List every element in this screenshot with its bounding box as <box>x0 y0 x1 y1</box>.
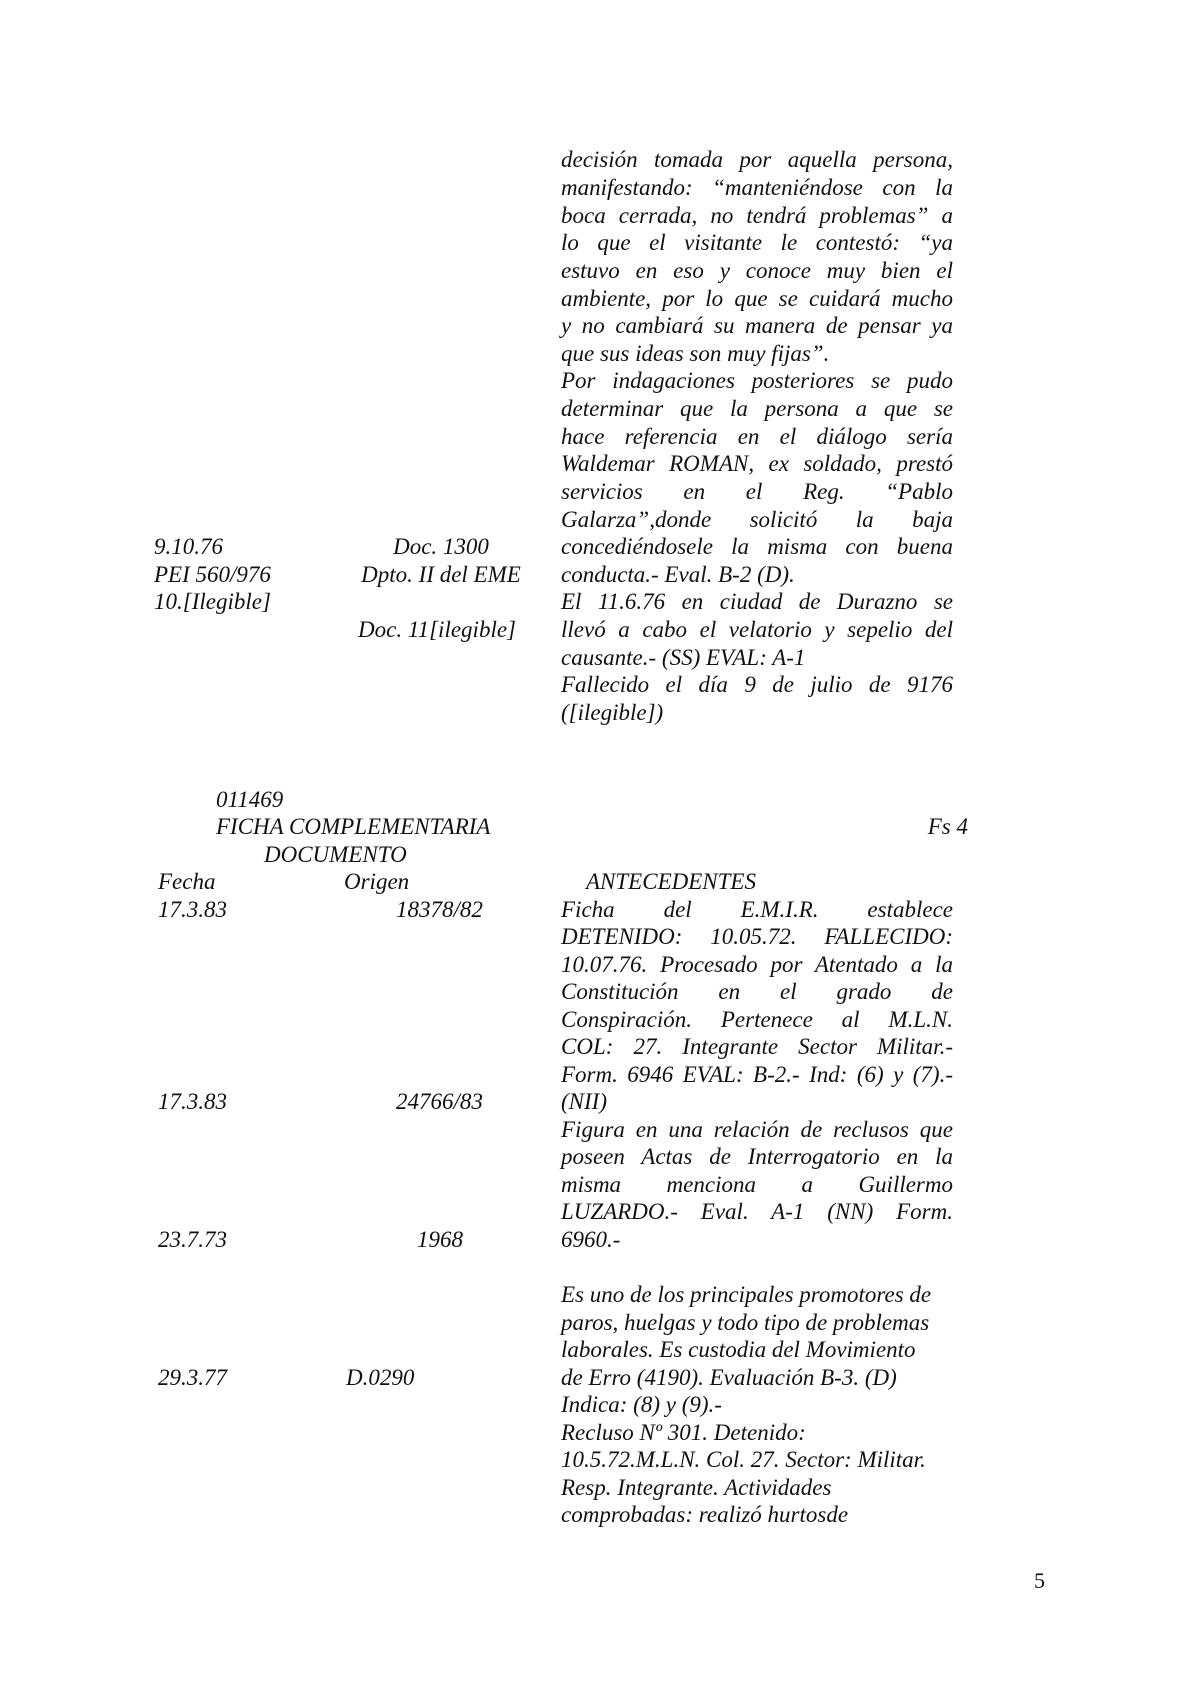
text-line: (NII) <box>561 1089 607 1114</box>
date-cell: 29.3.77 <box>158 1365 227 1390</box>
text-line: 10.5.72.M.L.N. Col. 27. Sector: Militar. <box>561 1447 926 1472</box>
page-number: 5 <box>1034 1568 1045 1593</box>
text-line: Constitución en el grado de <box>561 979 953 1004</box>
folio-number: Fs 4 <box>927 814 968 839</box>
text-line: conducta.- Eval. B-2 (D). <box>561 562 795 587</box>
text-line: LUZARDO.- Eval. A-1 (NN) Form. <box>561 1199 953 1224</box>
text-line: El 11.6.76 en ciudad de Durazno se <box>561 589 953 614</box>
text-line: Galarza”,donde solicitó la baja <box>561 507 953 532</box>
text-line: que sus ideas son muy fijas”. <box>561 341 830 366</box>
date-cell: 10.[Ilegible] <box>154 589 271 614</box>
text-line: servicios en el Reg. “Pablo <box>561 479 953 504</box>
text-line: lo que el visitante le contestó: “ya <box>561 230 953 255</box>
origin-cell: Dpto. II del EME <box>361 562 521 587</box>
column-header-fecha: Fecha <box>158 869 216 894</box>
date-cell: 17.3.83 <box>158 897 227 922</box>
text-line: 6960.- <box>561 1227 621 1252</box>
origin-cell: D.0290 <box>346 1365 415 1390</box>
text-line: causante.- (SS) EVAL: A-1 <box>561 645 806 670</box>
reference-cell: PEI 560/976 <box>154 562 271 587</box>
text-line: Fallecido el día 9 de julio de 9176 <box>561 672 953 697</box>
text-line: laborales. Es custodia del Movimiento <box>561 1337 916 1362</box>
text-line: estuvo en eso y conoce muy bien el <box>561 258 953 283</box>
text-line: determinar que la persona a que se <box>561 396 953 421</box>
record-title: FICHA COMPLEMENTARIA <box>216 814 491 839</box>
text-line: Es uno de los principales promotores de <box>561 1282 932 1307</box>
text-line: boca cerrada, no tendrá problemas” a <box>561 203 953 228</box>
text-line: concediéndosele la misma con buena <box>561 534 953 559</box>
origin-cell: 24766/83 <box>396 1089 483 1114</box>
text-line: decisión tomada por aquella persona, <box>561 147 953 172</box>
text-line: manifestando: “manteniéndose con la <box>561 175 953 200</box>
text-line: misma menciona a Guillermo <box>561 1172 953 1197</box>
record-subtitle: DOCUMENTO <box>264 842 407 867</box>
text-line: Recluso Nº 301. Detenido: <box>561 1420 806 1445</box>
text-line: ambiente, por lo que se cuidará mucho <box>561 286 953 311</box>
text-line: Waldemar ROMAN, ex soldado, prestó <box>561 451 953 476</box>
text-line: poseen Actas de Interrogatorio en la <box>561 1144 953 1169</box>
text-line: 10.07.76. Procesado por Atentado a la <box>561 952 953 977</box>
text-line: Por indagaciones posteriores se pudo <box>561 368 953 393</box>
date-cell: 23.7.73 <box>158 1227 227 1252</box>
text-line: Resp. Integrante. Actividades <box>561 1475 832 1500</box>
text-line: Form. 6946 EVAL: B-2.- Ind: (6) y (7).- <box>561 1062 953 1087</box>
date-cell: 17.3.83 <box>158 1089 227 1114</box>
text-line: hace referencia en el diálogo sería <box>561 424 953 449</box>
text-line: Figura en una relación de reclusos que <box>561 1117 953 1142</box>
origin-cell: Doc. 1300 <box>393 534 489 559</box>
text-line: paros, huelgas y todo tipo de problemas <box>561 1310 930 1335</box>
text-line: de Erro (4190). Evaluación B-3. (D) <box>561 1365 897 1390</box>
column-header-antecedentes: ANTECEDENTES <box>586 869 756 894</box>
text-line: COL: 27. Integrante Sector Militar.- <box>561 1034 953 1059</box>
text-line: ([ilegible]) <box>561 700 664 725</box>
text-line: Conspiración. Pertenece al M.L.N. <box>561 1007 953 1032</box>
column-header-origen: Origen <box>344 869 410 894</box>
date-cell: 9.10.76 <box>154 534 223 559</box>
text-line: Ficha del E.M.I.R. establece <box>561 897 953 922</box>
text-line: DETENIDO: 10.05.72. FALLECIDO: <box>561 924 953 949</box>
origin-cell: 1968 <box>417 1227 463 1252</box>
text-line: y no cambiará su manera de pensar ya <box>561 313 953 338</box>
text-line: comprobadas: realizó hurtosde <box>561 1502 849 1527</box>
record-code: 011469 <box>216 787 284 812</box>
text-line: llevó a cabo el velatorio y sepelio del <box>561 617 953 642</box>
origin-cell: Doc. 11[ilegible] <box>358 617 516 642</box>
text-line: Indica: (8) y (9).- <box>561 1392 722 1417</box>
origin-cell: 18378/82 <box>396 897 483 922</box>
